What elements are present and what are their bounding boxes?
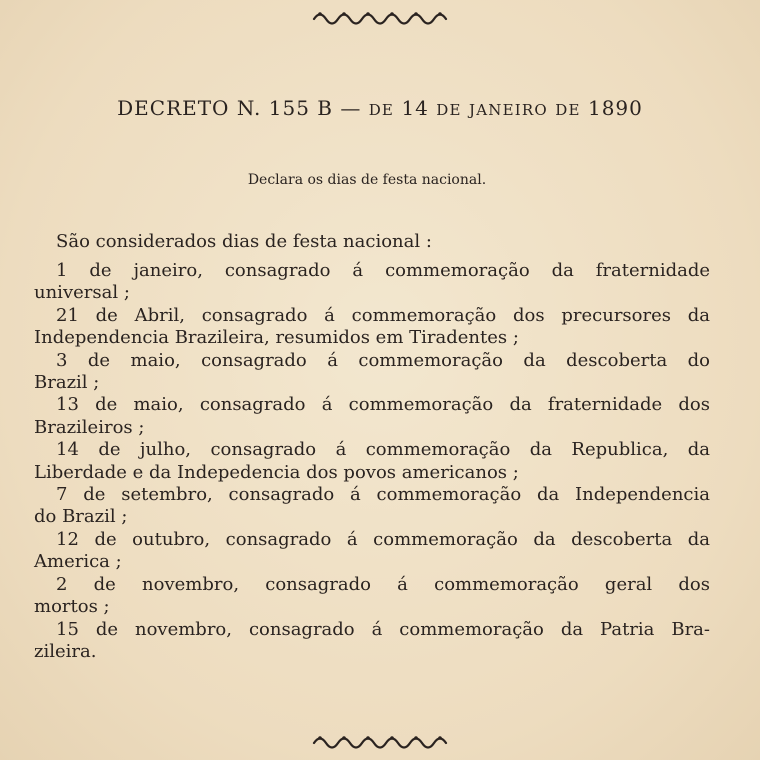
holiday-entry [34,529,710,574]
holiday-entry [34,439,710,484]
holiday-entry-line: 3 de maio, consagrado á commemoração da descoberta do [56,349,710,371]
holiday-entry-line: 15 de novembro, consagrado á commemoração da Patria Bra- [56,618,710,640]
holiday-entry-line: 2 de novembro, consagrado á commemoração geral dos [56,573,710,595]
holiday-entry [34,260,710,305]
holiday-entry [34,574,710,619]
holiday-entry-continuation: mortos ; [34,596,110,618]
holiday-entry [34,484,710,529]
decree-title [0,96,760,120]
holiday-entry-line: 14 de julho, consagrado á commemoração da Republica, da [56,439,710,461]
title-de-3: DE [555,101,581,119]
title-year: 1890 [587,96,643,120]
holiday-entry-continuation: universal ; [34,282,130,304]
holiday-entry-continuation: Brazileiros ; [34,416,145,438]
holiday-entry-continuation: Liberdade e da Indepedencia dos povos americanos ; [34,461,519,483]
decree-intro: São considerados dias de festa nacional : [56,231,432,252]
holiday-entry-continuation: do Brazil ; [34,506,128,528]
holiday-entry-line: 1 de janeiro, consagrado á commemoração da fraternidade [56,260,710,281]
title-de-2: DE [436,101,462,119]
holiday-entry-line: 7 de setembro, consagrado á commemoração da Independencia [56,484,710,506]
holiday-entry-line: 13 de maio, consagrado á commemoração da fraternidade dos [56,394,710,416]
holiday-entry-continuation: zileira. [34,640,97,662]
holiday-entry [34,619,710,664]
decree-subtitle: Declara os dias de festa nacional. [247,172,487,188]
decree-number: DECRETO N. 155 B [117,96,333,120]
holiday-list [34,260,710,663]
holiday-entry-continuation: Independencia Brazileira, resumidos em Tiradentes ; [34,327,519,349]
holiday-entry [34,350,710,395]
wave-scroll-ornament-icon [310,6,450,26]
holiday-entry [34,394,710,439]
holiday-entry-continuation: America ; [34,551,122,573]
title-month: JANEIRO [469,101,548,119]
title-dash: — [340,96,362,120]
bottom-ornament [0,730,760,750]
holiday-entry [34,305,710,350]
holiday-entry-line: 21 de Abril, consagrado á commemoração dos precursores da [56,304,710,326]
holiday-entry-line: 12 de outubro, consagrado á commemoração da descoberta da [56,528,710,550]
top-ornament [0,6,760,26]
wave-scroll-ornament-icon [310,730,450,750]
holiday-entry-continuation: Brazil ; [34,372,100,394]
title-day: 14 [401,96,429,120]
title-de-1: DE [368,101,395,119]
